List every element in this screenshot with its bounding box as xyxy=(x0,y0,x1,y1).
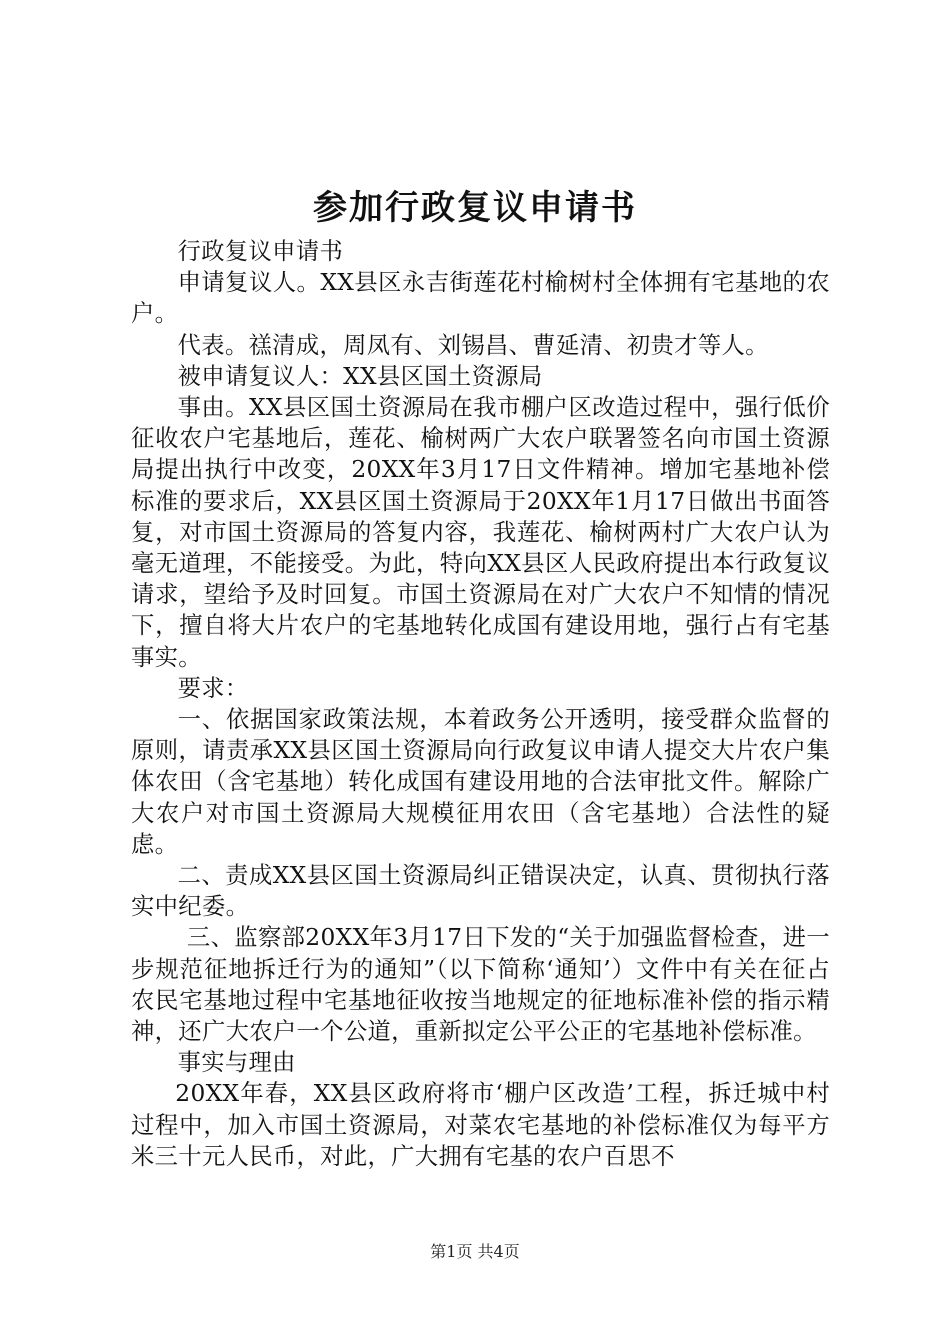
document-title: 参加行政复议申请书 xyxy=(313,188,637,228)
paragraph-reason: 事由。XX县区国土资源局在我市棚户区改造过程中，强行低价征收农户宅基地后，莲花、榆树两广大农户联署签名向市国土资源局提出执行中改变，20XX年3月17日文件精神。增加宅基地补偿标准的要求后，XX县区国土资源局于20XX年1月17日做出书面答复，对市国土资源局的答复内容，我莲花、榆树两村广大农户认为毫无道理，不能接受。为此，特向XX县区人民政府提出本行政复议请求，望给予及时回复。市国土资源局在对广大农户不知情的情况下，擅自将大片农户的宅基地转化成国有建设用地，强行占有宅基事实。 xyxy=(131,394,830,671)
paragraph-request-2: 二、责成XX县区国土资源局纠正错误决定，认真、贯彻执行落实中纪委。 xyxy=(131,862,830,921)
paragraph-facts-heading: 事实与理由 xyxy=(177,1049,296,1077)
paragraph-heading: 行政复议申请书 xyxy=(177,238,344,265)
paragraph-applicant: 申请复议人。XX县区永吉街莲花村榆树村全体拥有宅基地的农户。 xyxy=(131,269,830,328)
paragraph-facts: 20XX年春，XX县区政府将市‘棚户区改造’工程，拆迁城中村过程中，加入市国土资源局，对菜农宅基地的补偿标准仅为每平方米三十元人民币，对此，广大拥有宅基的农户百思不 xyxy=(131,1080,830,1170)
paragraph-respondent: 被申请复议人：XX县区国土资源局 xyxy=(177,362,543,390)
paragraph-request-1: 一、依据国家政策法规，本着政务公开透明，接受群众监督的原则，请责承XX县区国土资源局向行政复议申请人提交大片农户集体农田（含宅基地）转化成国有建设用地的合法审批文件。解除广大农户对市国土资源局大规模征用农田（含宅基地）合法性的疑虑。 xyxy=(131,706,830,858)
document-body xyxy=(131,236,830,1172)
paragraph-request-3: 三、监察部20XX年3月17日下发的“关于加强监督检查，进一步规范征地拆迁行为的通知”（以下简称‘通知’）文件中有关在征占农民宅基地过程中宅基地征收按当地规定的征地标准补偿的指示精神，还广大农户一个公道，重新拟定公平公正的宅基地补偿标准。 xyxy=(131,924,830,1046)
paragraph-requests-heading: 要求： xyxy=(177,674,249,702)
paragraph-representatives: 代表。禚清成，周凤有、刘锡昌、曹延清、初贵才等人。 xyxy=(177,331,769,359)
page-number: 第1页 共4页 xyxy=(430,1242,520,1261)
